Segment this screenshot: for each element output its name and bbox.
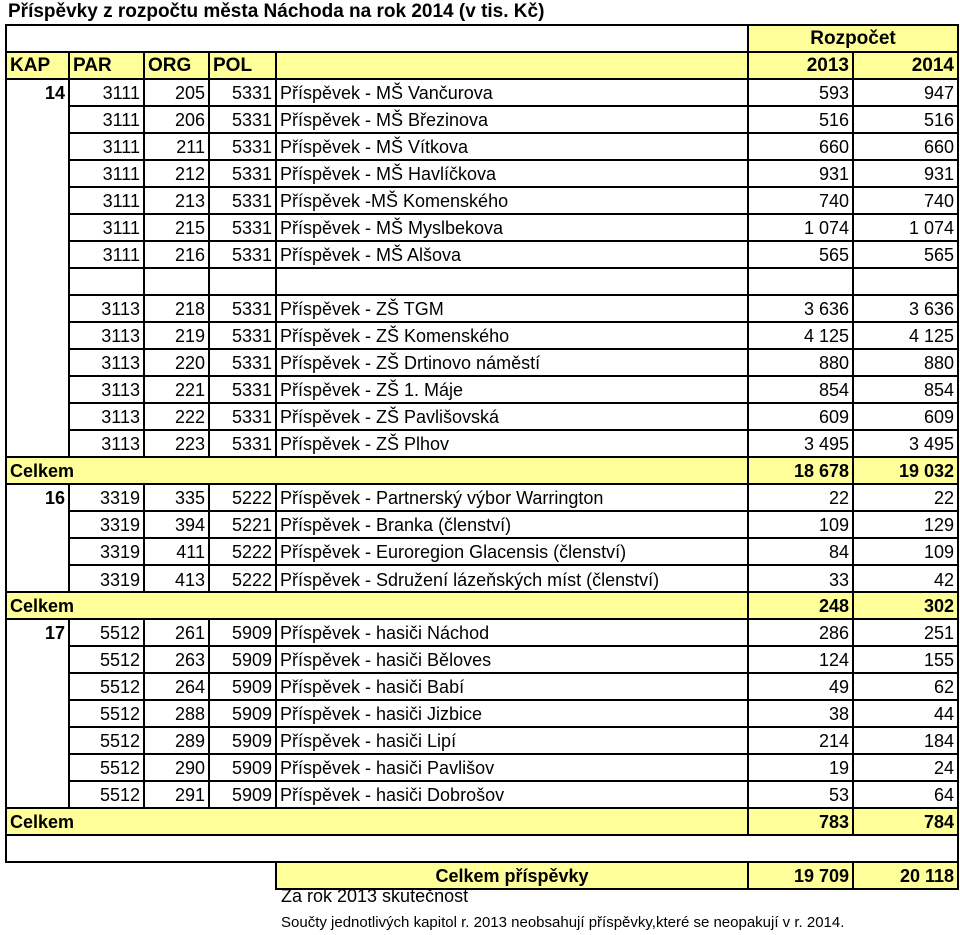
org-cell: 220 xyxy=(144,349,209,376)
pol-cell: 5331 xyxy=(209,322,276,349)
name-cell: Příspěvek - MŠ Vítkova xyxy=(276,133,748,160)
value-2013-cell: 854 xyxy=(748,376,853,403)
org-cell xyxy=(144,268,209,295)
group-total-label: Celkem xyxy=(6,457,748,484)
value-2013-cell: 880 xyxy=(748,349,853,376)
value-2014-cell: 44 xyxy=(853,700,958,727)
value-2013-cell: 109 xyxy=(748,511,853,538)
value-2014-cell: 62 xyxy=(853,673,958,700)
table-row xyxy=(6,160,958,187)
kap-cell xyxy=(6,565,69,592)
value-2013-cell: 214 xyxy=(748,727,853,754)
table-row xyxy=(6,187,958,214)
par-cell: 3319 xyxy=(69,511,144,538)
name-cell: Příspěvek - Sdružení lázeňských míst (členství) xyxy=(276,565,748,592)
value-2014-cell: 4 125 xyxy=(853,322,958,349)
par-cell: 3319 xyxy=(69,538,144,565)
org-cell: 205 xyxy=(144,79,209,106)
kap-cell xyxy=(6,106,69,133)
value-2014-cell: 42 xyxy=(853,565,958,592)
name-cell: Příspěvek - ZŠ 1. Máje xyxy=(276,376,748,403)
group-total-label: Celkem xyxy=(6,808,748,835)
table-row xyxy=(6,349,958,376)
value-2013-cell: 3 495 xyxy=(748,430,853,457)
value-2013-cell: 33 xyxy=(748,565,853,592)
spacer-cell xyxy=(6,835,958,862)
org-cell: 264 xyxy=(144,673,209,700)
kap-cell xyxy=(6,295,69,322)
name-cell: Příspěvek - hasiči Pavlišov xyxy=(276,754,748,781)
table-row xyxy=(6,430,958,457)
name-cell: Příspěvek - hasiči Dobrošov xyxy=(276,781,748,808)
org-cell: 221 xyxy=(144,376,209,403)
pol-cell: 5221 xyxy=(209,511,276,538)
par-header: PAR xyxy=(69,52,144,79)
table-body xyxy=(6,25,958,889)
org-cell: 211 xyxy=(144,133,209,160)
spacer-row xyxy=(6,835,958,862)
org-cell: 290 xyxy=(144,754,209,781)
value-2013-cell xyxy=(748,268,853,295)
pol-cell: 5909 xyxy=(209,700,276,727)
table-row xyxy=(6,322,958,349)
name-cell: Příspěvek - MŠ Březinova xyxy=(276,106,748,133)
pol-cell: 5909 xyxy=(209,781,276,808)
table-row xyxy=(6,565,958,592)
value-2013-cell: 19 xyxy=(748,754,853,781)
par-cell: 3113 xyxy=(69,376,144,403)
table-row xyxy=(6,700,958,727)
value-2014-cell: 64 xyxy=(853,781,958,808)
org-cell: 263 xyxy=(144,646,209,673)
org-cell: 216 xyxy=(144,241,209,268)
org-cell: 206 xyxy=(144,106,209,133)
kap-cell: 14 xyxy=(6,79,69,106)
kap-cell xyxy=(6,754,69,781)
group-total-2013: 248 xyxy=(748,592,853,619)
par-cell: 5512 xyxy=(69,646,144,673)
value-2013-cell: 565 xyxy=(748,241,853,268)
org-cell: 212 xyxy=(144,160,209,187)
value-2013-cell: 609 xyxy=(748,403,853,430)
org-cell: 223 xyxy=(144,430,209,457)
note-totals: Součty jednotlivých kapitol r. 2013 neobsahují příspěvky,které se neopakují v r. 2014. xyxy=(281,914,845,931)
par-cell: 3113 xyxy=(69,349,144,376)
value-2014-cell: 129 xyxy=(853,511,958,538)
kap-cell xyxy=(6,241,69,268)
pol-cell: 5331 xyxy=(209,430,276,457)
kap-cell xyxy=(6,511,69,538)
name-cell xyxy=(276,268,748,295)
par-cell: 5512 xyxy=(69,619,144,646)
value-2014-cell: 24 xyxy=(853,754,958,781)
pol-cell: 5331 xyxy=(209,187,276,214)
kap-cell xyxy=(6,430,69,457)
par-cell: 3319 xyxy=(69,565,144,592)
group-total-row xyxy=(6,457,958,484)
kap-cell xyxy=(6,268,69,295)
table-row xyxy=(6,79,958,106)
par-cell: 5512 xyxy=(69,781,144,808)
table-row xyxy=(6,295,958,322)
group-total-2013: 18 678 xyxy=(748,457,853,484)
kap-cell xyxy=(6,673,69,700)
org-cell: 335 xyxy=(144,484,209,511)
kap-cell xyxy=(6,160,69,187)
name-cell: Příspěvek - MŠ Havlíčkova xyxy=(276,160,748,187)
par-cell: 3111 xyxy=(69,106,144,133)
header-row-columns xyxy=(6,52,958,79)
value-2014-cell xyxy=(853,268,958,295)
table-row xyxy=(6,511,958,538)
kap-cell: 17 xyxy=(6,619,69,646)
page-title: Příspěvky z rozpočtu města Náchoda na rok 2014 (v tis. Kč) xyxy=(8,1,545,22)
par-cell: 3113 xyxy=(69,322,144,349)
value-2014-cell: 880 xyxy=(853,349,958,376)
name-cell: Příspěvek - MŠ Alšova xyxy=(276,241,748,268)
org-cell: 215 xyxy=(144,214,209,241)
pol-cell: 5331 xyxy=(209,79,276,106)
header-row-budget xyxy=(6,25,958,52)
org-cell: 261 xyxy=(144,619,209,646)
kap-cell xyxy=(6,781,69,808)
table-row xyxy=(6,781,958,808)
kap-cell xyxy=(6,538,69,565)
name-cell: Příspěvek - ZŠ Komenského xyxy=(276,322,748,349)
name-cell: Příspěvek - MŠ Vančurova xyxy=(276,79,748,106)
pol-cell: 5222 xyxy=(209,565,276,592)
table-row xyxy=(6,673,958,700)
org-cell: 213 xyxy=(144,187,209,214)
value-2013-cell: 516 xyxy=(748,106,853,133)
value-2013-cell: 124 xyxy=(748,646,853,673)
value-2013-cell: 38 xyxy=(748,700,853,727)
kap-cell xyxy=(6,133,69,160)
pol-cell: 5331 xyxy=(209,133,276,160)
org-cell: 291 xyxy=(144,781,209,808)
value-2013-cell: 84 xyxy=(748,538,853,565)
pol-cell: 5331 xyxy=(209,295,276,322)
value-2014-cell: 3 495 xyxy=(853,430,958,457)
value-2014-cell: 609 xyxy=(853,403,958,430)
name-cell: Příspěvek - Euroregion Glacensis (členství) xyxy=(276,538,748,565)
table-row xyxy=(6,241,958,268)
name-cell: Příspěvek - ZŠ Plhov xyxy=(276,430,748,457)
org-cell: 394 xyxy=(144,511,209,538)
value-2013-cell: 4 125 xyxy=(748,322,853,349)
par-cell: 3111 xyxy=(69,241,144,268)
pol-cell: 5909 xyxy=(209,619,276,646)
name-cell: Příspěvek - ZŠ Pavlišovská xyxy=(276,403,748,430)
empty-cell xyxy=(6,862,276,889)
pol-cell: 5331 xyxy=(209,349,276,376)
value-2014-cell: 155 xyxy=(853,646,958,673)
value-2013-cell: 660 xyxy=(748,133,853,160)
year-2013-header: 2013 xyxy=(748,52,853,79)
group-total-2014: 19 032 xyxy=(853,457,958,484)
pol-header: POL xyxy=(209,52,276,79)
org-cell: 288 xyxy=(144,700,209,727)
name-cell: Příspěvek - hasiči Běloves xyxy=(276,646,748,673)
value-2013-cell: 740 xyxy=(748,187,853,214)
value-2013-cell: 3 636 xyxy=(748,295,853,322)
group-total-row xyxy=(6,808,958,835)
name-cell: Příspěvek - MŠ Myslbekova xyxy=(276,214,748,241)
par-cell: 3113 xyxy=(69,403,144,430)
value-2013-cell: 1 074 xyxy=(748,214,853,241)
par-cell: 3113 xyxy=(69,430,144,457)
group-total-2014: 302 xyxy=(853,592,958,619)
par-cell: 3319 xyxy=(69,484,144,511)
org-cell: 411 xyxy=(144,538,209,565)
pol-cell: 5909 xyxy=(209,646,276,673)
pol-cell: 5331 xyxy=(209,106,276,133)
budget-table xyxy=(5,24,959,890)
group-total-2014: 784 xyxy=(853,808,958,835)
value-2014-cell: 3 636 xyxy=(853,295,958,322)
kap-cell xyxy=(6,727,69,754)
table-row xyxy=(6,619,958,646)
kap-cell xyxy=(6,349,69,376)
name-cell: Příspěvek - hasiči Jizbice xyxy=(276,700,748,727)
value-2013-cell: 931 xyxy=(748,160,853,187)
pol-cell: 5909 xyxy=(209,673,276,700)
kap-cell: 16 xyxy=(6,484,69,511)
kap-cell xyxy=(6,214,69,241)
org-cell: 218 xyxy=(144,295,209,322)
table-row xyxy=(6,214,958,241)
par-cell: 5512 xyxy=(69,754,144,781)
table-row xyxy=(6,106,958,133)
kap-cell xyxy=(6,187,69,214)
value-2013-cell: 22 xyxy=(748,484,853,511)
org-cell: 413 xyxy=(144,565,209,592)
table-row xyxy=(6,646,958,673)
org-cell: 219 xyxy=(144,322,209,349)
pol-cell: 5331 xyxy=(209,376,276,403)
par-cell: 3111 xyxy=(69,187,144,214)
par-cell xyxy=(69,268,144,295)
table-row xyxy=(6,403,958,430)
table-row xyxy=(6,376,958,403)
pol-cell: 5222 xyxy=(209,484,276,511)
org-cell: 289 xyxy=(144,727,209,754)
name-cell: Příspěvek -MŠ Komenského xyxy=(276,187,748,214)
grand-total-row xyxy=(6,862,958,889)
name-cell: Příspěvek - Partnerský výbor Warrington xyxy=(276,484,748,511)
kap-cell xyxy=(6,403,69,430)
group-total-2013: 783 xyxy=(748,808,853,835)
pol-cell xyxy=(209,268,276,295)
year-2014-header: 2014 xyxy=(853,52,958,79)
table-row xyxy=(6,754,958,781)
name-cell: Příspěvek - hasiči Babí xyxy=(276,673,748,700)
note-actual-2013: Za rok 2013 skutečnost xyxy=(281,886,469,906)
name-header xyxy=(276,52,748,79)
par-cell: 5512 xyxy=(69,673,144,700)
value-2014-cell: 947 xyxy=(853,79,958,106)
value-2014-cell: 565 xyxy=(853,241,958,268)
grand-total-label: Celkem příspěvky xyxy=(276,862,748,889)
org-cell: 222 xyxy=(144,403,209,430)
value-2014-cell: 516 xyxy=(853,106,958,133)
kap-cell xyxy=(6,700,69,727)
table-row xyxy=(6,484,958,511)
par-cell: 3111 xyxy=(69,214,144,241)
par-cell: 3111 xyxy=(69,133,144,160)
group-total-label: Celkem xyxy=(6,592,748,619)
spacer-row xyxy=(6,268,958,295)
value-2013-cell: 49 xyxy=(748,673,853,700)
value-2014-cell: 854 xyxy=(853,376,958,403)
kap-cell xyxy=(6,322,69,349)
value-2014-cell: 1 074 xyxy=(853,214,958,241)
pol-cell: 5331 xyxy=(209,160,276,187)
kap-cell xyxy=(6,646,69,673)
par-cell: 3113 xyxy=(69,295,144,322)
pol-cell: 5331 xyxy=(209,403,276,430)
value-2014-cell: 251 xyxy=(853,619,958,646)
pol-cell: 5909 xyxy=(209,754,276,781)
name-cell: Příspěvek - ZŠ Drtinovo náměstí xyxy=(276,349,748,376)
value-2014-cell: 109 xyxy=(853,538,958,565)
value-2013-cell: 593 xyxy=(748,79,853,106)
value-2013-cell: 53 xyxy=(748,781,853,808)
org-header: ORG xyxy=(144,52,209,79)
pol-cell: 5331 xyxy=(209,214,276,241)
name-cell: Příspěvek - hasiči Lipí xyxy=(276,727,748,754)
value-2014-cell: 931 xyxy=(853,160,958,187)
par-cell: 3111 xyxy=(69,160,144,187)
name-cell: Příspěvek - ZŠ TGM xyxy=(276,295,748,322)
group-total-row xyxy=(6,592,958,619)
grand-total-2013: 19 709 xyxy=(748,862,853,889)
budget-header: Rozpočet xyxy=(748,25,958,52)
pol-cell: 5222 xyxy=(209,538,276,565)
table-row xyxy=(6,727,958,754)
par-cell: 5512 xyxy=(69,700,144,727)
par-cell: 3111 xyxy=(69,79,144,106)
pol-cell: 5909 xyxy=(209,727,276,754)
pol-cell: 5331 xyxy=(209,241,276,268)
name-cell: Příspěvek - hasiči Náchod xyxy=(276,619,748,646)
table-row xyxy=(6,538,958,565)
value-2014-cell: 184 xyxy=(853,727,958,754)
value-2014-cell: 22 xyxy=(853,484,958,511)
kap-header: KAP xyxy=(6,52,69,79)
grand-total-2014: 20 118 xyxy=(853,862,958,889)
value-2014-cell: 740 xyxy=(853,187,958,214)
kap-cell xyxy=(6,376,69,403)
par-cell: 5512 xyxy=(69,727,144,754)
table-row xyxy=(6,133,958,160)
name-cell: Příspěvek - Branka (členství) xyxy=(276,511,748,538)
value-2013-cell: 286 xyxy=(748,619,853,646)
value-2014-cell: 660 xyxy=(853,133,958,160)
